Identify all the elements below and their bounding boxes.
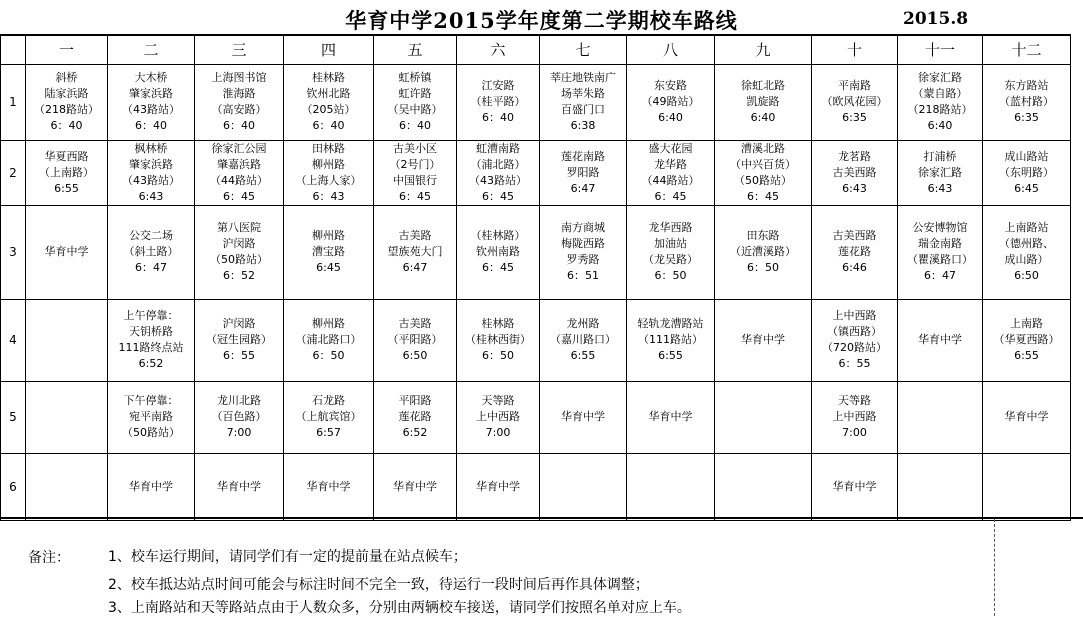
stop-line: （上南路） bbox=[39, 165, 94, 179]
stop-line: 肇家浜路 bbox=[129, 87, 173, 100]
stop-line: 6：40 bbox=[312, 119, 345, 132]
stop-line: （蒙自路） bbox=[912, 87, 968, 100]
stop-line: 6：47 bbox=[924, 269, 956, 282]
table-row bbox=[1, 299, 1071, 381]
column-header: 十一 bbox=[898, 35, 983, 64]
stop-line: （桂林路） bbox=[470, 229, 526, 242]
stop-line: 东方路站 bbox=[1004, 79, 1049, 92]
stop-line: 龙华西路 bbox=[648, 221, 693, 234]
stop-line: 古美西路 bbox=[832, 165, 877, 179]
note-item: 2、校车抵达站点时间可能会与标注时间不完全一致，待运行一段时间后再作具体调整； bbox=[108, 577, 649, 593]
stop-line: （百色路） bbox=[211, 410, 267, 423]
stop-line: （桂林西街） bbox=[465, 333, 531, 346]
stop-line: 徐虹北路 bbox=[741, 79, 785, 92]
stop-line: （中兴百货） bbox=[730, 157, 796, 171]
stop-line: 徐家汇公园 bbox=[211, 141, 267, 155]
stop-line: 虹桥镇 bbox=[398, 71, 432, 84]
stop-cell bbox=[627, 140, 715, 205]
stop-line: （斜土路） bbox=[123, 245, 179, 258]
stop-line: 平阳路 bbox=[398, 394, 432, 407]
stop-line: 加油站 bbox=[654, 237, 687, 250]
empty-cell bbox=[26, 381, 108, 453]
route-body bbox=[1, 64, 1071, 520]
stop-line: （720路站） bbox=[822, 341, 887, 354]
stop-line: 成山路站 bbox=[1004, 149, 1049, 163]
empty-cell bbox=[540, 453, 627, 520]
stop-line: 上南路 bbox=[1010, 317, 1043, 330]
stop-cell bbox=[457, 299, 540, 381]
stop-cell bbox=[108, 64, 195, 140]
stop-line: 6：45 bbox=[654, 189, 687, 203]
stop-line: 华育中学 bbox=[832, 479, 877, 493]
stop-line: 龙川北路 bbox=[217, 394, 261, 407]
stop-line: 徐家汇路 bbox=[918, 165, 962, 179]
stop-cell bbox=[812, 299, 898, 381]
stop-line: 古美西路 bbox=[832, 229, 877, 242]
stop-line: 沪闵路 bbox=[222, 237, 256, 250]
column-header: 十 bbox=[812, 35, 898, 64]
stop-cell bbox=[284, 381, 374, 453]
stop-line: （桂平路） bbox=[470, 95, 526, 108]
column-header: 三 bbox=[195, 35, 284, 64]
stop-cell bbox=[627, 205, 715, 299]
stop-cell bbox=[284, 205, 374, 299]
row-number: 3 bbox=[1, 205, 26, 299]
column-header: 四 bbox=[284, 35, 374, 64]
stop-line: （吴中路） bbox=[387, 103, 443, 116]
stop-cell bbox=[374, 140, 457, 205]
stop-cell bbox=[195, 381, 284, 453]
stop-cell bbox=[898, 205, 983, 299]
stop-line: 6:45 bbox=[316, 261, 341, 274]
stop-line: 华育中学 bbox=[561, 410, 605, 423]
stop-cell bbox=[195, 205, 284, 299]
stop-line: （镇西路） bbox=[827, 325, 882, 338]
stop-line: 上中西路 bbox=[476, 410, 520, 423]
stop-line: （上航宾馆） bbox=[295, 410, 362, 423]
stop-line: （50路站） bbox=[122, 426, 180, 439]
row-number: 1 bbox=[1, 64, 26, 140]
stop-cell bbox=[457, 453, 540, 520]
corner-cell bbox=[1, 35, 26, 64]
stop-line: 111路终点站 bbox=[118, 341, 184, 354]
stop-cell bbox=[715, 140, 812, 205]
date-label: 2015.8 bbox=[903, 9, 969, 29]
stop-line: 华育中学 bbox=[1004, 410, 1049, 423]
stop-cell bbox=[26, 205, 108, 299]
stop-line: （50路站） bbox=[734, 173, 792, 187]
stop-line: 沪闵路 bbox=[222, 317, 256, 330]
stop-cell bbox=[627, 299, 715, 381]
notes-section bbox=[0, 519, 1083, 616]
stop-line: 6：40 bbox=[482, 111, 514, 124]
stop-cell bbox=[108, 453, 195, 520]
stop-line: 田林路 bbox=[312, 141, 345, 155]
stop-line: 罗秀路 bbox=[566, 253, 600, 266]
stop-line: 6:47 bbox=[570, 181, 596, 195]
stop-cell bbox=[540, 205, 627, 299]
stop-line: 天等路 bbox=[838, 394, 871, 407]
stop-line: 上海图书馆 bbox=[211, 71, 267, 84]
notes-label: 备注： bbox=[28, 550, 70, 566]
stop-line: 古美路 bbox=[398, 229, 432, 242]
stop-line: 6：50 bbox=[482, 349, 514, 362]
stop-line: （冠生园路） bbox=[206, 333, 272, 346]
stop-line: 宛平南路 bbox=[129, 410, 173, 423]
stop-cell bbox=[108, 140, 195, 205]
stop-line: 6：40 bbox=[135, 119, 167, 132]
stop-line: 6:47 bbox=[402, 261, 428, 274]
stop-line: 钦州南路 bbox=[476, 245, 520, 258]
empty-cell bbox=[898, 381, 983, 453]
stop-cell bbox=[715, 64, 812, 140]
stop-cell bbox=[108, 205, 195, 299]
stop-line: （111路站） bbox=[638, 333, 703, 346]
stop-cell bbox=[457, 64, 540, 140]
stop-line: 轻轨龙漕路站 bbox=[637, 317, 704, 330]
stop-cell bbox=[284, 299, 374, 381]
stop-line: 6:40 bbox=[927, 119, 953, 132]
header-row bbox=[1, 35, 1071, 64]
stop-cell bbox=[195, 299, 284, 381]
stop-line: 6:43 bbox=[927, 181, 953, 195]
stop-line: 6：50 bbox=[654, 269, 687, 282]
stop-line: 6:40 bbox=[658, 111, 683, 124]
stop-line: （欧风花园） bbox=[821, 95, 888, 108]
row-number: 2 bbox=[1, 140, 26, 205]
stop-line: 7:00 bbox=[485, 426, 511, 439]
stop-line: 华育中学 bbox=[918, 333, 962, 346]
stop-line: 场莘朱路 bbox=[561, 87, 605, 100]
stop-line: 6：50 bbox=[747, 261, 779, 274]
stop-cell bbox=[195, 64, 284, 140]
stop-line: 7:00 bbox=[226, 426, 252, 439]
stop-line: 肇家浜路 bbox=[129, 157, 173, 171]
column-header: 一 bbox=[26, 35, 108, 64]
stop-line: 陆家浜路 bbox=[44, 87, 89, 100]
stop-cell bbox=[983, 381, 1071, 453]
column-header: 十二 bbox=[983, 35, 1071, 64]
stop-line: 钦州北路 bbox=[306, 87, 351, 100]
stop-cell bbox=[983, 140, 1071, 205]
stop-line: 莲花路 bbox=[398, 410, 432, 423]
stop-cell bbox=[812, 140, 898, 205]
stop-line: 南方商城 bbox=[561, 221, 605, 234]
table-row bbox=[1, 453, 1071, 520]
stop-line: （蓝村路） bbox=[999, 95, 1054, 108]
stop-cell bbox=[374, 453, 457, 520]
stop-cell bbox=[284, 64, 374, 140]
empty-cell bbox=[715, 381, 812, 453]
stop-line: 古美路 bbox=[398, 317, 432, 330]
column-header: 七 bbox=[540, 35, 627, 64]
stop-line: （东明路） bbox=[999, 165, 1054, 179]
stop-cell bbox=[983, 299, 1071, 381]
bus-route-table bbox=[0, 34, 1071, 521]
stop-cell bbox=[627, 64, 715, 140]
stop-line: 公安博物馆 bbox=[912, 221, 968, 234]
stop-line: 中国银行 bbox=[393, 173, 437, 187]
empty-cell bbox=[26, 299, 108, 381]
stop-line: 华育中学 bbox=[217, 479, 261, 493]
stop-cell bbox=[108, 299, 195, 381]
stop-line: 6：45 bbox=[399, 189, 431, 203]
stop-cell bbox=[898, 140, 983, 205]
stop-line: 6：55 bbox=[838, 357, 871, 370]
stop-line: （嘉川路口） bbox=[550, 333, 616, 346]
stop-line: 6：51 bbox=[567, 269, 599, 282]
stop-line: 上中西路 bbox=[832, 309, 877, 322]
column-header: 九 bbox=[715, 35, 812, 64]
stop-line: 打浦桥 bbox=[923, 149, 957, 163]
stop-line: （上海人家） bbox=[295, 173, 362, 187]
stop-line: 瑞金南路 bbox=[918, 237, 962, 250]
stop-line: 上南路站 bbox=[1004, 221, 1049, 234]
stop-line: （浦北路） bbox=[470, 157, 526, 171]
column-header: 五 bbox=[374, 35, 457, 64]
stop-cell bbox=[540, 299, 627, 381]
stop-line: 盛大花园 bbox=[648, 141, 693, 155]
stop-line: 罗阳路 bbox=[566, 165, 600, 179]
stop-line: 6：45 bbox=[482, 189, 514, 203]
table-row bbox=[1, 381, 1071, 453]
stop-line: （平阳路） bbox=[387, 333, 443, 346]
stop-line: 虹漕南路 bbox=[476, 141, 520, 155]
stop-line: （218路站） bbox=[907, 103, 973, 116]
stop-cell bbox=[374, 205, 457, 299]
stop-line: 6:46 bbox=[842, 261, 867, 274]
stop-line: 6：40 bbox=[50, 119, 83, 132]
stop-line: 华夏西路 bbox=[44, 149, 89, 163]
stop-line: 6：50 bbox=[312, 349, 345, 362]
stop-line: （205站） bbox=[301, 103, 356, 116]
stop-line: 6:35 bbox=[842, 111, 867, 124]
stop-cell bbox=[898, 64, 983, 140]
stop-line: 第八医院 bbox=[217, 221, 261, 234]
stop-cell bbox=[457, 205, 540, 299]
stop-cell bbox=[812, 453, 898, 520]
stop-line: 桂林路 bbox=[481, 317, 515, 330]
stop-line: 公交二场 bbox=[129, 229, 173, 242]
stop-line: 柳州路 bbox=[312, 157, 345, 171]
stop-line: 桂林路 bbox=[312, 71, 345, 84]
empty-cell bbox=[898, 453, 983, 520]
stop-line: 6:55 bbox=[570, 349, 596, 362]
stop-line: （44路站） bbox=[210, 173, 268, 187]
stop-line: 古美小区 bbox=[393, 141, 437, 155]
stop-line: （43路站） bbox=[122, 103, 180, 116]
stop-line: （华夏西路） bbox=[993, 333, 1060, 346]
stop-line: 凯旋路 bbox=[746, 95, 780, 108]
title-bar bbox=[0, 0, 1083, 34]
stop-line: 6：45 bbox=[747, 189, 779, 203]
row-number: 5 bbox=[1, 381, 26, 453]
page-title: 华育中学2015学年度第二学期校车路线 bbox=[345, 8, 738, 33]
stop-line: 华育中学 bbox=[44, 245, 89, 258]
stop-line: 华育中学 bbox=[306, 479, 351, 493]
stop-cell bbox=[457, 140, 540, 205]
stop-line: 6：52 bbox=[223, 269, 255, 282]
stop-line: 下午停靠： bbox=[123, 394, 179, 407]
stop-line: 6:50 bbox=[1014, 269, 1039, 282]
stop-line: 6:57 bbox=[316, 426, 341, 439]
stop-line: 漕溪北路 bbox=[741, 141, 785, 155]
stop-line: （50路站） bbox=[210, 253, 268, 266]
stop-cell bbox=[374, 381, 457, 453]
stop-line: 莲花南路 bbox=[561, 149, 605, 163]
stop-line: 6：40 bbox=[223, 119, 255, 132]
stop-cell bbox=[540, 140, 627, 205]
table-row bbox=[1, 64, 1071, 140]
stop-line: 徐家汇路 bbox=[918, 71, 962, 84]
stop-line: （浦北路口） bbox=[295, 333, 362, 346]
stop-line: 6:35 bbox=[1014, 111, 1039, 124]
stop-line: 漕宝路 bbox=[312, 245, 345, 258]
stop-line: 6:40 bbox=[750, 111, 776, 124]
stop-cell bbox=[715, 205, 812, 299]
stop-line: 江安路 bbox=[481, 79, 515, 92]
stop-line: 6：40 bbox=[399, 119, 431, 132]
stop-line: 柳州路 bbox=[312, 229, 345, 242]
stop-line: （龙吴路） bbox=[643, 253, 698, 266]
row-number: 4 bbox=[1, 299, 26, 381]
stop-cell bbox=[457, 381, 540, 453]
note-item: 1、校车运行期间，请同学们有一定的提前量在站点候车； bbox=[108, 549, 467, 565]
stop-line: 6:52 bbox=[138, 357, 164, 370]
stop-cell bbox=[812, 205, 898, 299]
stop-line: 华育中学 bbox=[476, 479, 520, 493]
stop-line: 淮海路 bbox=[222, 87, 256, 100]
column-divider bbox=[994, 519, 995, 616]
stop-line: 斜桥 bbox=[55, 71, 78, 84]
stop-cell bbox=[540, 381, 627, 453]
stop-cell bbox=[26, 140, 108, 205]
note-item: 3、上南路站和天等路站点由于人数众多，分别由两辆校车接送，请同学们按照名单对应上车。 bbox=[108, 600, 691, 616]
stop-cell bbox=[195, 140, 284, 205]
stop-line: 天钥桥路 bbox=[129, 325, 173, 338]
stop-line: 天等路 bbox=[481, 394, 515, 407]
stop-line: 成山路） bbox=[1004, 253, 1049, 266]
stop-line: 6:55 bbox=[1014, 349, 1039, 362]
column-header: 六 bbox=[457, 35, 540, 64]
stop-line: （44路站） bbox=[641, 173, 700, 187]
stop-cell bbox=[284, 140, 374, 205]
stop-line: 上午停靠： bbox=[123, 309, 179, 322]
stop-line: （德州路、 bbox=[999, 237, 1054, 250]
stop-line: （49路站） bbox=[641, 95, 700, 108]
row-number: 6 bbox=[1, 453, 26, 520]
stop-line: 枫林桥 bbox=[134, 141, 168, 155]
stop-line: 6:55 bbox=[658, 349, 683, 362]
stop-cell bbox=[898, 299, 983, 381]
stop-line: 田东路 bbox=[746, 229, 780, 242]
stop-line: 6：47 bbox=[135, 261, 167, 274]
stop-line: 龙州路 bbox=[566, 317, 600, 330]
stop-line: （高安路） bbox=[211, 103, 267, 116]
stop-line: 龙华路 bbox=[654, 157, 687, 171]
stop-line: 6:43 bbox=[138, 189, 164, 203]
stop-line: 平南路 bbox=[838, 79, 871, 92]
stop-line: 石龙路 bbox=[312, 394, 345, 407]
table-row bbox=[1, 140, 1071, 205]
stop-line: 百盛门口 bbox=[561, 103, 605, 116]
stop-line: 7:00 bbox=[842, 426, 867, 439]
stop-line: 莲花路 bbox=[838, 245, 871, 258]
stop-line: 6:55 bbox=[54, 181, 79, 195]
stop-line: 虹许路 bbox=[398, 87, 432, 100]
stop-line: 柳州路 bbox=[312, 317, 345, 330]
stop-cell bbox=[284, 453, 374, 520]
stop-line: 6:52 bbox=[402, 426, 428, 439]
stop-line: 大木桥 bbox=[134, 71, 168, 84]
stop-line: 华育中学 bbox=[648, 410, 693, 423]
stop-cell bbox=[983, 64, 1071, 140]
stop-cell bbox=[374, 299, 457, 381]
stop-line: 6：43 bbox=[312, 189, 345, 203]
stop-cell bbox=[715, 299, 812, 381]
stop-line: （43路站） bbox=[469, 173, 527, 187]
stop-line: 肇嘉浜路 bbox=[217, 157, 261, 171]
stop-line: 梅陇西路 bbox=[561, 237, 605, 250]
stop-cell bbox=[195, 453, 284, 520]
table-row bbox=[1, 205, 1071, 299]
empty-cell bbox=[715, 453, 812, 520]
stop-cell bbox=[26, 64, 108, 140]
stop-line: 6:43 bbox=[842, 181, 867, 195]
stop-line: 上中西路 bbox=[832, 410, 877, 423]
column-header: 二 bbox=[108, 35, 195, 64]
stop-line: 东安路 bbox=[654, 79, 687, 92]
stop-cell bbox=[812, 64, 898, 140]
stop-line: （2号门） bbox=[389, 157, 441, 171]
stop-cell bbox=[627, 381, 715, 453]
column-header: 八 bbox=[627, 35, 715, 64]
stop-cell bbox=[540, 64, 627, 140]
empty-cell bbox=[26, 453, 108, 520]
stop-line: 华育中学 bbox=[393, 479, 437, 493]
stop-line: 6:50 bbox=[402, 349, 428, 362]
stop-line: 望族苑大门 bbox=[387, 245, 443, 258]
stop-line: 华育中学 bbox=[129, 479, 173, 493]
stop-line: （43路站） bbox=[122, 173, 180, 187]
stop-line: 龙茗路 bbox=[838, 149, 871, 163]
stop-line: 6：55 bbox=[223, 349, 255, 362]
stop-line: 莘庄地铁南广 bbox=[550, 71, 616, 84]
stop-cell bbox=[108, 381, 195, 453]
stop-line: 6:38 bbox=[570, 119, 596, 132]
stop-line: （瞿溪路口） bbox=[907, 253, 973, 266]
stop-cell bbox=[983, 205, 1071, 299]
empty-cell bbox=[627, 453, 715, 520]
stop-line: （近漕溪路） bbox=[730, 245, 796, 258]
stop-line: 华育中学 bbox=[741, 333, 785, 346]
empty-cell bbox=[983, 453, 1071, 520]
stop-cell bbox=[374, 64, 457, 140]
stop-line: （218路站） bbox=[34, 103, 99, 116]
stop-line: 6：45 bbox=[223, 189, 255, 203]
stop-line: 6：45 bbox=[482, 261, 514, 274]
stop-line: 6:45 bbox=[1014, 181, 1039, 195]
stop-cell bbox=[812, 381, 898, 453]
